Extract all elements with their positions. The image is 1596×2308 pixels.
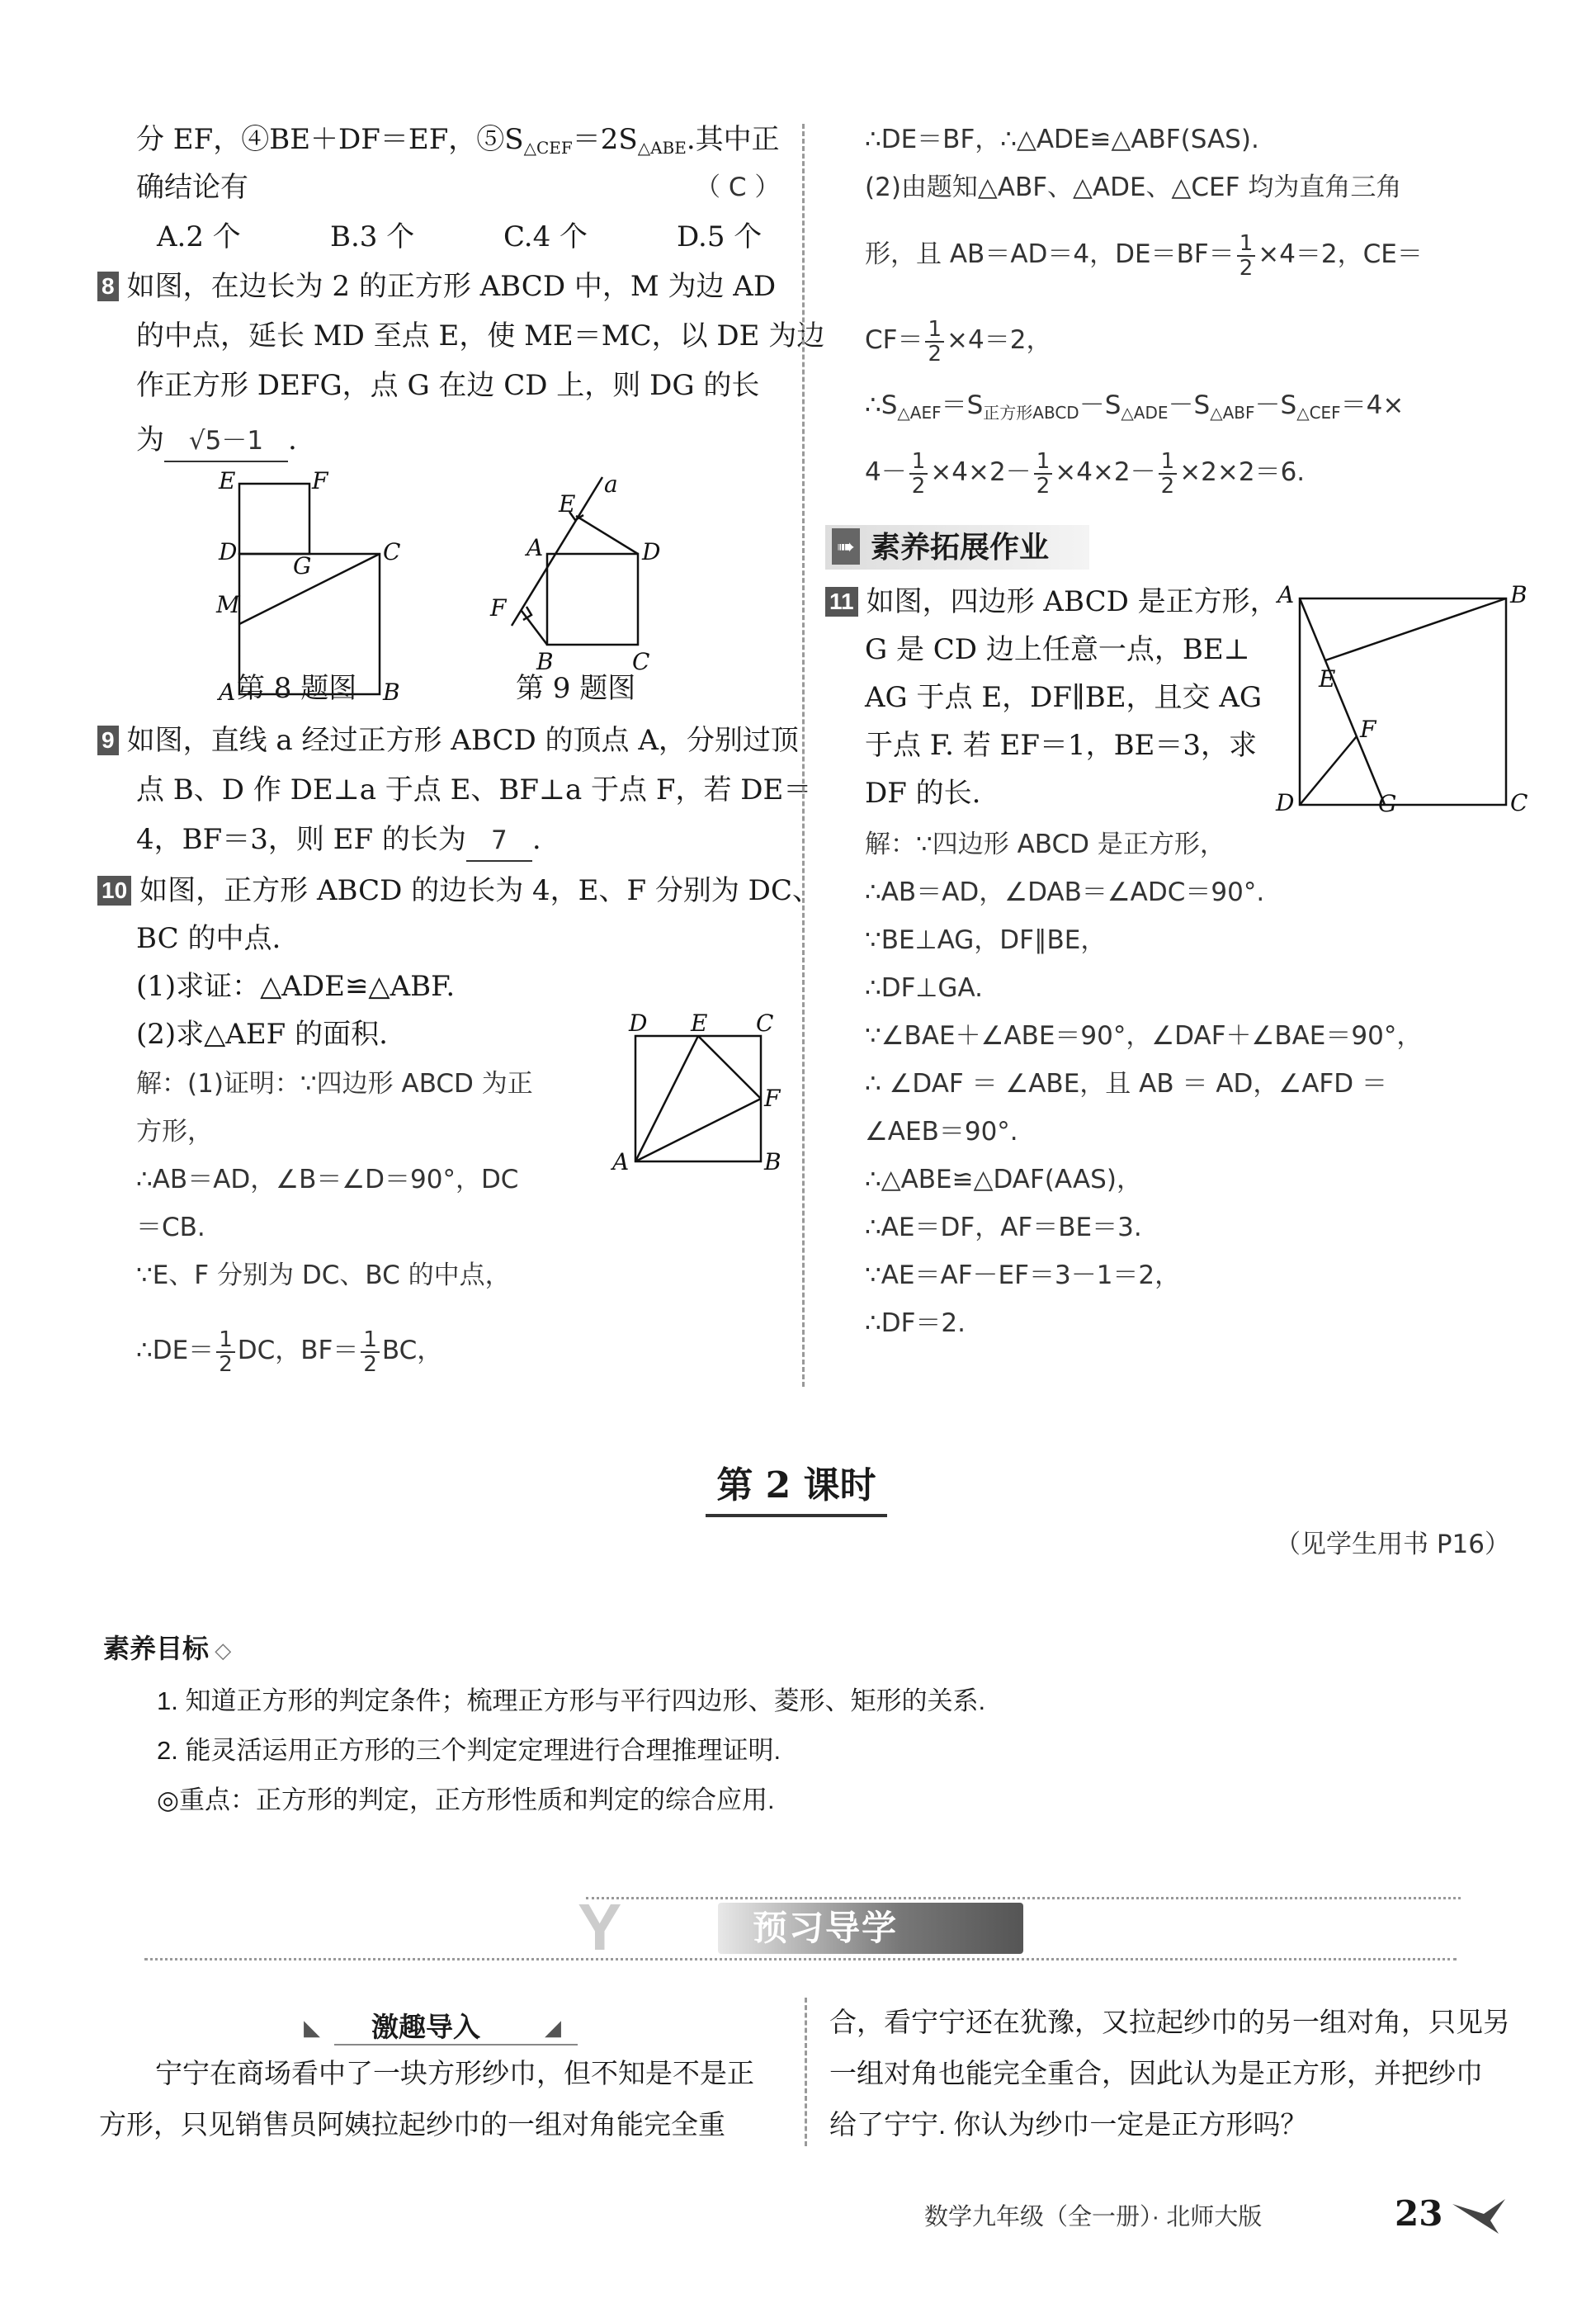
- fig11-label-d: D: [1276, 789, 1295, 816]
- figure-11: [1263, 578, 1535, 817]
- fig10-label-b: B: [764, 1148, 781, 1175]
- page-number: 23: [1395, 2193, 1443, 2234]
- sol11-line8: ∴△ABE≌△DAF(AAS)，: [865, 1165, 1142, 1194]
- sol10-right-line1: ∴DE＝BF，∴△ADE≌△ABF(SAS).: [865, 125, 1259, 154]
- sol10-line1: 解：(1)证明：∵四边形 ABCD 为正: [136, 1069, 533, 1099]
- q11-number: 11: [825, 587, 858, 617]
- fig9-label-e: E: [559, 490, 576, 518]
- fig9-label-f: F: [490, 594, 507, 622]
- q7-option-c: C.4 个: [503, 220, 588, 253]
- sol11-line2: ∴AB＝AD，∠DAB＝∠ADC＝90°.: [865, 877, 1265, 907]
- fig8-label-a: A: [219, 679, 236, 706]
- sub-heading-underline: [334, 2044, 578, 2046]
- sol10-right-line3: 形，且 AB＝AD＝4，DE＝BF＝ $\frac{1}{2}$ ×4＝2，CE＝: [865, 230, 1423, 281]
- goal-item-2: 2. 能灵活运用正方形的三个判定定理进行合理推理证明.: [157, 1736, 781, 1765]
- q8-answer: √5－1: [164, 421, 288, 462]
- q9-line1: 9 如图，直线 a 经过正方形 ABCD 的顶点 A，分别过顶: [97, 717, 799, 764]
- sol10-line4: ＝CB.: [136, 1213, 205, 1242]
- footer-book-title: 数学九年级（全一册）· 北师大版: [924, 2204, 1263, 2230]
- q7-option-b: B.3 个: [330, 220, 415, 253]
- q11-line1: 11 如图，四边形 ABCD 是正方形，: [825, 578, 1278, 626]
- sub-heading-left-mark: ◣: [304, 2015, 320, 2040]
- q9-line3: 4，BF＝3，则 EF 的长为 7 .: [136, 816, 541, 863]
- q11-line4: 于点 F. 若 EF＝1，BE＝3，求: [865, 729, 1258, 762]
- fig11-label-a: A: [1277, 581, 1295, 608]
- sub-heading: 激趣导入: [371, 2012, 480, 2042]
- sol11-line6: ∴ ∠DAF ＝ ∠ABE，且 AB ＝ AD，∠AFD ＝: [865, 1069, 1387, 1099]
- q11-line5: DF 的长.: [865, 777, 981, 810]
- intro-right-line3: 给了宁宁. 你认为纱巾一定是正方形吗？: [829, 2109, 1308, 2140]
- q8-line2: 的中点，延长 MD 至点 E，使 ME＝MC，以 DE 为边: [136, 319, 825, 352]
- fig9-label-c: C: [632, 648, 650, 675]
- sol10-line6: ∴DE＝ $\frac{1}{2}$ DC，BF＝ $\frac{1}{2}$ BC，: [136, 1327, 443, 1377]
- fig10-label-d: D: [629, 1010, 648, 1037]
- fig10-label-a: A: [612, 1148, 630, 1175]
- fig10-label-e: E: [691, 1010, 708, 1037]
- q10-line1: 10 如图，正方形 ABCD 的边长为 4，E、F 分别为 DC、: [97, 867, 820, 915]
- sol11-line7: ∠AEB＝90°.: [865, 1117, 1018, 1147]
- sub-heading-right-mark: ◢: [545, 2015, 561, 2040]
- q8-line4: 为 √5－1 .: [136, 416, 297, 464]
- q11-line3: AG 于点 E，DF∥BE，且交 AG: [865, 681, 1263, 714]
- sol11-line5: ∵∠BAE＋∠ABE＝90°，∠DAF＋∠BAE＝90°，: [865, 1021, 1423, 1051]
- q8-line1: 8 如图，在边长为 2 的正方形 ABCD 中，M 为边 AD: [97, 262, 776, 310]
- fig11-label-c: C: [1510, 789, 1528, 816]
- q8-line3: 作正方形 DEFG，点 G 在边 CD 上，则 DG 的长: [136, 369, 760, 402]
- sol11-line3: ∵BE⊥AG，DF∥BE，: [865, 925, 1107, 955]
- sol10-line3: ∴AB＝AD，∠B＝∠D＝90°，DC: [136, 1165, 519, 1194]
- sol10-right-line6: 4－ $\frac{1}{2}$ ×4×2－ $\frac{1}{2}$ ×4×2－ $\frac{1}{2}$ ×2×2＝6.: [865, 448, 1306, 499]
- sol11-line4: ∴DF⊥GA.: [865, 973, 983, 1003]
- sol10-line2: 方形，: [136, 1117, 213, 1147]
- sol10-right-line5: $\therefore S_{\triangle AEF}=S_{正方形ABCD}-S_{\triangle ADE}-S_{\triangle ABF}-S_{\triangle CEF}=4\times$: [865, 390, 1405, 423]
- lesson-title: 第 2 课时: [706, 1458, 887, 1517]
- sol10-line5: ∵E、F 分别为 DC、BC 的中点，: [136, 1260, 511, 1290]
- q11-line2: G 是 CD 边上任意一点，BE⊥: [865, 633, 1250, 666]
- fig11-label-b: B: [1510, 581, 1528, 608]
- intro-right-line2: 一组对角也能完全重合，因此认为是正方形，并把纱巾: [829, 2058, 1483, 2088]
- q9-line2: 点 B、D 作 DE⊥a 于点 E、BF⊥a 于点 F，若 DE＝: [136, 773, 812, 806]
- fig11-label-e: E: [1319, 665, 1336, 693]
- q10-part2: (2)求△AEF 的面积.: [136, 1018, 388, 1051]
- sol10-right-line2: (2)由题知△ABF、△ADE、△CEF 均为直角三角: [865, 173, 1402, 202]
- fig8-label-e: E: [219, 467, 236, 494]
- fig9-caption: 第 9 题图: [516, 672, 636, 705]
- goals-heading: 素养目标 ◇: [103, 1634, 232, 1663]
- q9-answer: 7: [466, 821, 532, 862]
- intro-right-line1: 合，看宁宁还在犹豫，又拉起纱巾的另一组对角，只见另: [829, 2007, 1510, 2037]
- intro-left-line1: 宁宁在商场看中了一块方形纱巾，但不知是不是正: [155, 2058, 754, 2088]
- arrow-icon: ➠: [832, 528, 860, 565]
- fig8-label-c: C: [383, 538, 401, 565]
- intro-left-line2: 方形，只见销售员阿姨拉起纱巾的一组对角能完全重: [99, 2109, 725, 2140]
- intro-divider: [805, 1998, 807, 2146]
- fig10-label-f: F: [764, 1085, 781, 1112]
- q7-option-d: D.5 个: [677, 220, 763, 253]
- goal-key-point: ◎重点：正方形的判定，正方形性质和判定的综合应用.: [157, 1785, 775, 1814]
- fig8-label-d: D: [219, 538, 238, 565]
- q7-tail-line2: 确结论有: [136, 171, 248, 204]
- q10-part1: (1)求证：△ADE≌△ABF.: [136, 970, 456, 1003]
- q7-answer: （ C ）: [695, 173, 781, 202]
- q7-tail-line1: 分 EF，④BE＋DF＝EF，$⑤S_{\triangle CEF}=2S_{\triangle ABE}$.其中正: [136, 123, 780, 158]
- sol11-line11: ∴DF＝2.: [865, 1308, 966, 1338]
- sol11-line1: 解：∵四边形 ABCD 是正方形，: [865, 830, 1225, 859]
- fig8-caption: 第 8 题图: [237, 672, 357, 705]
- bird-decoration-icon: [1451, 2196, 1509, 2235]
- q9-number: 9: [97, 726, 119, 755]
- fig8-label-b: B: [383, 679, 400, 706]
- diamond-icon: ◇: [209, 1638, 232, 1662]
- fig9-label-b: B: [536, 648, 554, 675]
- column-divider: [802, 124, 805, 1387]
- fig8-label-g: G: [293, 552, 312, 579]
- banner-title: 预习导学: [753, 1908, 899, 1947]
- fig10-label-c: C: [756, 1010, 774, 1037]
- sol11-line9: ∴AE＝DF，AF＝BE＝3.: [865, 1213, 1142, 1242]
- fig8-label-m: M: [216, 591, 240, 618]
- sol11-line10: ∵AE＝AF－EF＝3－1＝2，: [865, 1260, 1181, 1290]
- fig11-label-f: F: [1360, 716, 1376, 743]
- fig11-label-g: G: [1378, 790, 1397, 817]
- fig9-label-a: A: [526, 534, 544, 561]
- q8-number: 8: [97, 272, 119, 301]
- fig9-label-a-line: a: [604, 471, 618, 498]
- fig8-label-f: F: [312, 467, 328, 494]
- banner-line-top: [586, 1897, 1461, 1899]
- fig9-label-d: D: [642, 538, 661, 565]
- banner-y-decoration: Y: [578, 1890, 622, 1964]
- q7-option-a: A.2 个: [157, 220, 241, 253]
- q10-line2: BC 的中点.: [136, 922, 281, 955]
- q10-number: 10: [97, 876, 131, 906]
- banner-line: [144, 1958, 1457, 1960]
- section-title: 素养拓展作业: [871, 530, 1050, 564]
- figure-10: [611, 1011, 784, 1176]
- goal-item-1: 1. 知道正方形的判定条件；梳理正方形与平行四边形、菱形、矩形的关系.: [157, 1686, 986, 1715]
- lesson-ref: （见学生用书 P16）: [1275, 1530, 1510, 1559]
- sol10-right-line4: CF＝ $\frac{1}{2}$ ×4＝2，: [865, 316, 1052, 367]
